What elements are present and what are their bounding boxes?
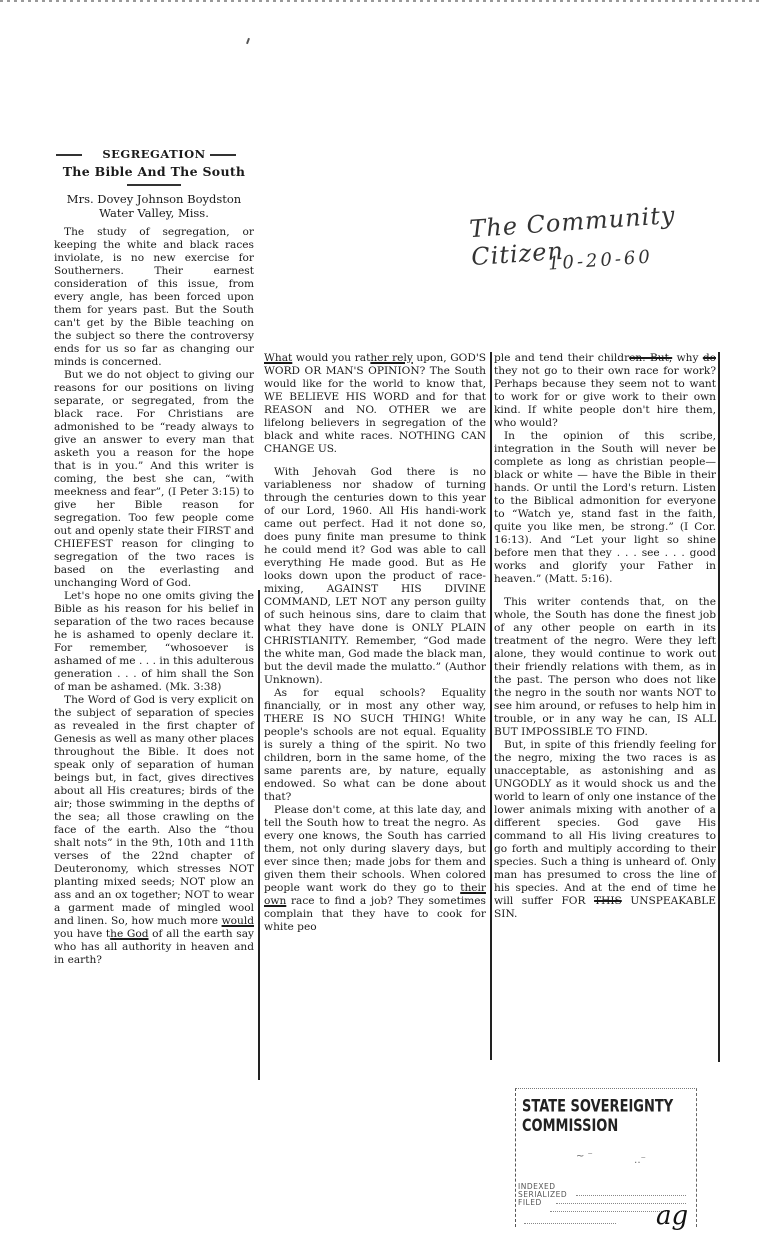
struck-text: en. But,: [629, 352, 673, 364]
byline: [54, 192, 254, 220]
stamp-title: STATE SOVEREIGNTY COMMISSION: [522, 1097, 674, 1136]
scan-speck: [246, 38, 250, 44]
paragraph-text: race to find a job? They sometimes complain that they have to cook for white peo: [264, 895, 486, 933]
underlined-text: would: [221, 914, 255, 927]
paragraph: This writer contends that, on the whole, the South has done the finest job of any other people on earth in its treatment of the negro. Were they left alone, they would continue to work out their friendly relations with them, as in the past. The person who does not like the negro in the south nor wants NOT to see him around, or refuses to help him in trouble, or in any way he can, IS ALL BUT IMPOSSIBLE TO FIND.: [494, 596, 716, 738]
column-rule: [258, 590, 260, 1080]
article-kicker: SEGREGATION: [54, 148, 254, 161]
scan-top-border: [0, 0, 763, 2]
headline-rule: [127, 184, 181, 186]
article-column-2: [264, 352, 486, 934]
underlined-text: he God: [110, 927, 149, 940]
article-column-1: [54, 148, 254, 967]
paragraph-text: they not go to their own race for work? Perhaps because they seem not to want to work for or give work to their own kind. If white people don't hire them, who would?: [494, 365, 716, 429]
paragraph-text: Please don't come, at this late day, and tell the South how to treat the negro. As every one knows, the South has carried them, not only during slavery days, but ever since then; made jobs for them and given them their schools. When colored people want work do they go to: [264, 804, 486, 894]
paragraph-text: upon, GOD'S WORD OR MAN'S OPINION? The South would like for the world to know that, WE BELIEVE HIS WORD and for that REASON and NO. OTHER we are lifelong believers in segregation of the black and white races. NOTHING CAN CHANGE US.: [264, 352, 487, 455]
paragraph-text: But, in spite of this friendly feeling for the negro, mixing the two races is as unacceptable, as astonishing and as UNGODLY as it would shock us and the world to learn of only one instance of the lower animals mixing with another of a different species. God gave His command to all His living creatures to go forth and multiply according to their species. Such a thing is unheard of. Only man has presumed to cross the line of his species. And at the end of time he will suffer FOR: [494, 739, 716, 907]
stamp-line: [576, 1195, 686, 1196]
paragraph: [494, 739, 716, 921]
paragraph: [494, 352, 716, 430]
stamp-label-indexed: INDEXED: [518, 1182, 556, 1191]
article-headline: The Bible And The South: [62, 164, 246, 179]
faint-mark: ~ ⁻: [576, 1151, 593, 1162]
struck-text: THIS: [594, 895, 622, 907]
underlined-text: their own: [264, 882, 486, 907]
paragraph-text: why: [672, 352, 703, 364]
paragraph-text: The Word of God is very explicit on the subject of separation of species as revealed in the first chapter of Genesis as well as many other places throughout the Bible. It does not speak only of separation of human beings but, in fact, gives directives about all His creatures; birds of the air; those swimming in the depths of the sea; all those crawling on the face of the earth. Also the “thou shalt nots” in the 9th, 10th and 11th verses of the 22nd chapter of Deuteronomy, which stresses NOT planting mixed seeds; NOT plow an ass and an ox together; NOT to wear a garment made of mingled wool and linen. So, how much more: [54, 693, 254, 927]
paragraph: Let's hope no one omits giving the Bible as his reason for his belief in separation of the two races because he is ashamed to openly declare it. For remember, “whosoever is ashamed of me . . . in this adulterous generation . . . of him shall the Son of man be ashamed. (Mk. 3:38): [54, 589, 254, 693]
column-rule: [490, 352, 492, 1060]
paragraph: As for equal schools? Equality financially, or in most any other way, THERE IS NO SUCH THING! White people's schools are not equal. Equality is surely a thing of the spirit. No two children, born in the same home, of the same parents are, by nature, equally endowed. So what can be done about that?: [264, 687, 486, 803]
underlined-text: What: [264, 352, 293, 364]
paragraph: [264, 352, 486, 456]
article-column-3: [494, 352, 716, 921]
underlined-text: her rely: [370, 352, 413, 364]
handwritten-publication-name: The Community Citizen: [468, 200, 677, 272]
paragraph: With Jehovah God there is no variableness nor shadow of turning through the centuries down to this year of our Lord, 1960. All His handi-work came out perfect. Had it not done so, does puny finite man presume to think he could mend it? God was able to call everything He made good. But as He looks down upon the product of race-mixing, AGAINST HIS DIVINE COMMAND, LET NOT any person guilty of such heinous sins, dare to claim that what they have done is ONLY PLAIN CHRISTIANITY. Remember, “God made the white man, God made the black man, but the devil made the mulatto.” (Author Unknown).: [264, 466, 486, 686]
stamp-line: [550, 1211, 670, 1212]
paragraph-text: ple and tend their childr: [494, 352, 630, 364]
paragraph-text: you have t: [54, 927, 111, 940]
byline-name: Mrs. Dovey Johnson Boydston: [66, 191, 242, 206]
byline-location: Water Valley, Miss.: [99, 205, 209, 220]
faint-mark: ‥⁻: [634, 1155, 646, 1166]
stamp-label-filed: FILED: [518, 1198, 542, 1207]
paragraph: In the opinion of this scribe, integration in the South will never be complete as long as christian people—black or white — have the Bible in their hands. Or until the Lord's return. Listen to the Biblical admonition for everyone to “Watch ye, stand fast in the faith, quite you like men, be strong.” (I Cor. 16:13). And “Let your light so shine before men that they . . . see . . . good works and glorify your Father in heaven.” (Matt. 5:16).: [494, 430, 716, 585]
paragraph: But we do not object to giving our reasons for our positions on living separate, or segregated, from the black race. For Christians are admonished to be “ready always to give an answer to every man that asketh you a reason for the hope that is in you.” And this writer is coming, the best she can, “with meekness and fear”, (I Peter 3:15) to give her Bible reason for segregation. Too few people come out and openly state their FIRST and CHIEFEST reason for clinging to segregation of the two races is based on the everlasting and unchanging Word of God.: [54, 368, 254, 589]
column-rule-right: [718, 352, 720, 1062]
commission-stamp: [515, 1088, 697, 1231]
struck-text: do: [702, 352, 716, 364]
paragraph: [54, 694, 254, 967]
paragraph-text: of all the earth say who has all authority in heaven and in earth?: [54, 927, 255, 966]
paragraph-text: UNSPEAKABLE SIN.: [494, 895, 716, 920]
paragraph: [264, 804, 486, 934]
paragraph: The study of segregation, or keeping the white and black races inviolate, is no new exercise for Southerners. Their earnest consideration of this issue, from every angle, has been forced upon them for years past. But the South can't get by the Bible teaching on the subject so there the controversy ends for us so far as changing our minds is concerned.: [54, 225, 254, 368]
handwritten-date: 10-20-60: [547, 246, 654, 275]
stamp-label-serialized: SERIALIZED: [518, 1190, 568, 1199]
stamp-line: [524, 1223, 616, 1224]
handwritten-initials: ag: [656, 1201, 689, 1231]
paragraph-text: would you rat: [292, 352, 371, 364]
